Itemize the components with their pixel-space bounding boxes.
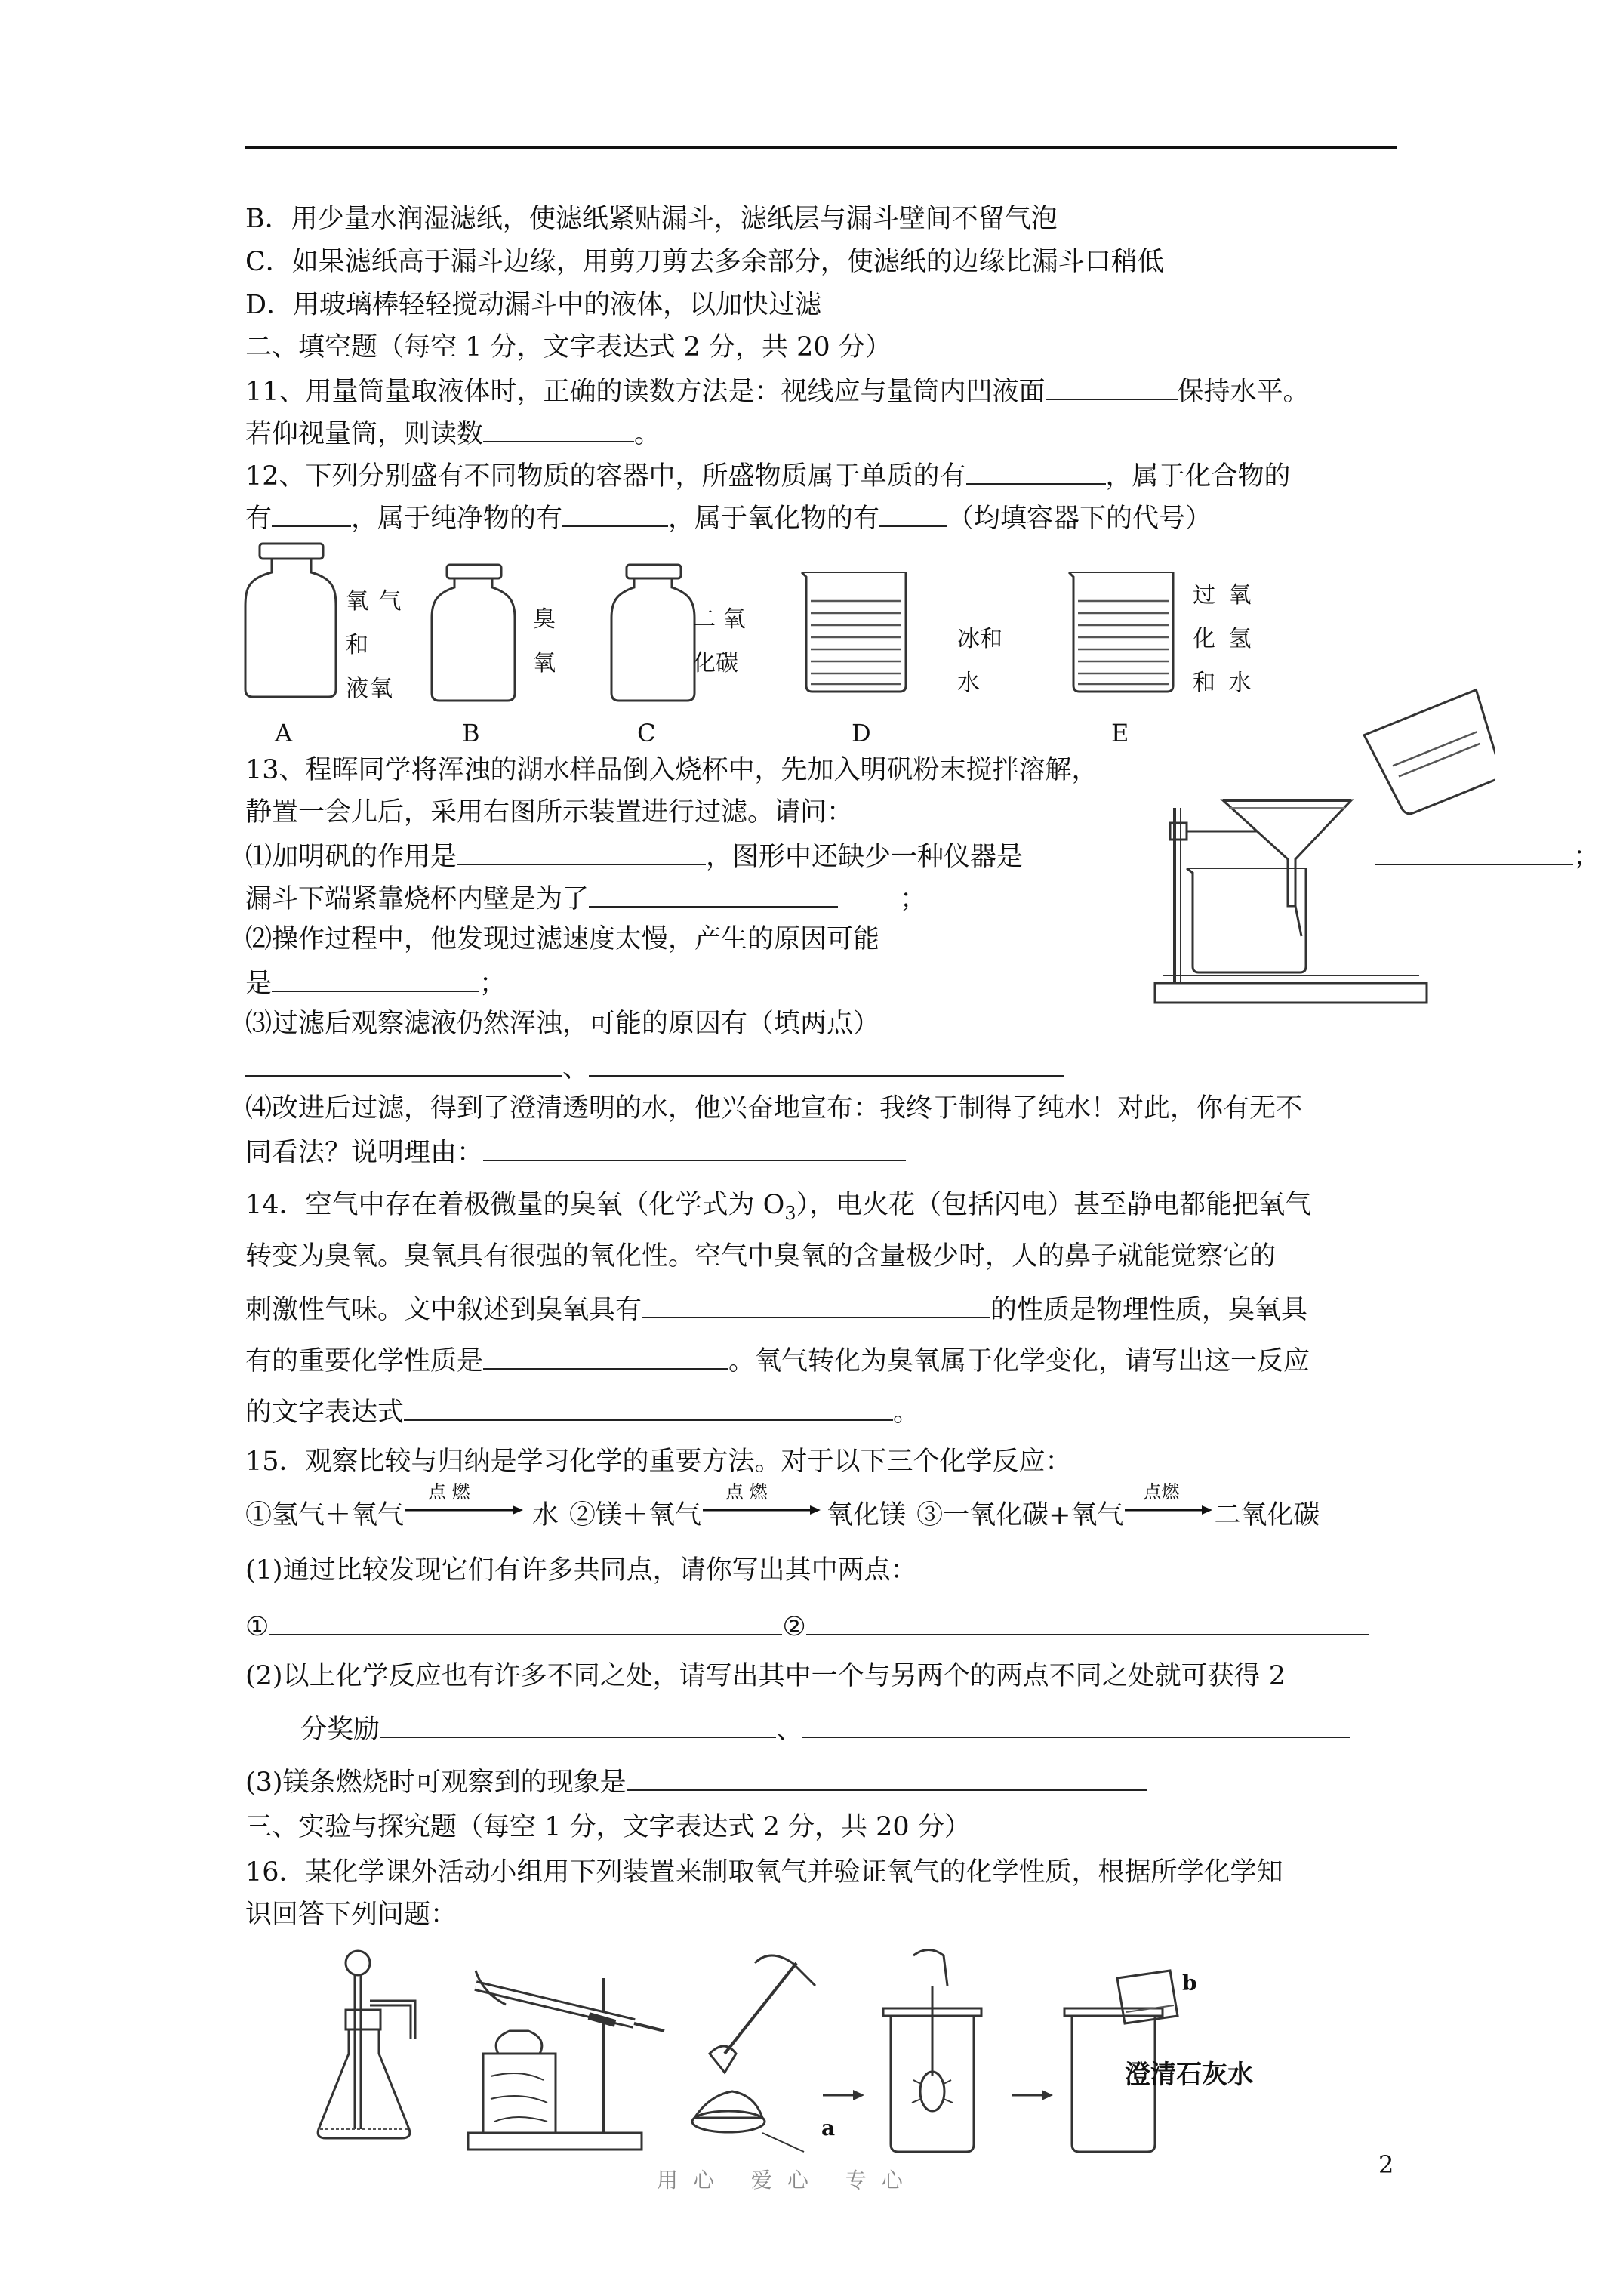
q12-text-a: 12、下列分别盛有不同物质的容器中，所盛物质属于单质的有: [245, 461, 966, 492]
beaker-e-label-2: 化 氢: [1193, 626, 1255, 652]
option-c: C．如果滤纸高于漏斗边缘，用剪刀剪去多余部分，使滤纸的边缘比漏斗口稍低: [245, 247, 1164, 277]
option-b: B．用少量水润湿滤纸，使滤纸紧贴漏斗，滤纸层与漏斗壁间不留气泡: [245, 204, 1058, 234]
q15-part1: (1)通过比较发现它们有许多共同点，请你写出其中两点：: [245, 1555, 917, 1586]
q14-line2: 转变为臭氧。臭氧具有很强的氧化性。空气中臭氧的含量极少时，人的鼻子就能觉察它的: [245, 1241, 1277, 1271]
q16-line2: 识回答下列问题：: [245, 1900, 457, 1930]
q13-part4-line2: [245, 1134, 906, 1170]
q13-part1-line1: [245, 838, 1023, 874]
q12-line1: [245, 458, 1291, 493]
bottle-b: [432, 565, 515, 701]
q13-p3-separator: 、: [562, 1053, 590, 1083]
q15-reaction-3-reactants: ③一氧化碳+氧气: [916, 1500, 1124, 1530]
q15-p2-separator: 、: [776, 1715, 803, 1745]
q15-arrow-1: [404, 1481, 525, 1524]
bottle-a-label-2: 和: [346, 632, 370, 658]
q15-blank-diff-1[interactable]: [380, 1711, 776, 1738]
bottle-b-label-1: 臭: [533, 606, 556, 633]
q15-blank-diff-2[interactable]: [802, 1711, 1350, 1738]
section-2-title: 二、填空题（每空 1 分，文字表达式 2 分，共 20 分）: [245, 332, 892, 362]
q14-text-5b: 。: [893, 1398, 920, 1428]
section-3-title: 三、实验与探究题（每空 1 分，文字表达式 2 分，共 20 分）: [245, 1812, 971, 1842]
q15-arrow-2: [701, 1481, 822, 1524]
q15-line1: 15．观察比较与归纳是学习化学的重要方法。对于以下三个化学反应：: [245, 1447, 1072, 1477]
q13-part4-line1: ⑷改进后过滤，得到了澄清透明的水，他兴奋地宣布：我终于制得了纯水！对此，你有无不: [245, 1093, 1303, 1123]
q15-part1-answers: [245, 1608, 1369, 1644]
q13-p4-text-b: 同看法？说明理由：: [245, 1138, 484, 1168]
header-rule: [245, 146, 1397, 149]
q14-line1: [245, 1188, 1311, 1230]
q15-blank-phenomenon[interactable]: [627, 1764, 1147, 1791]
bottle-a-label-3: 液氧: [346, 676, 394, 702]
q15-blank-common-1[interactable]: [269, 1608, 782, 1635]
q14-blank-equation[interactable]: [404, 1394, 893, 1421]
q14-blank-physical[interactable]: [642, 1291, 990, 1318]
q13-part2-line2: [245, 965, 506, 1000]
q14-line5: [245, 1394, 919, 1429]
q13-p1-text-e: ；: [900, 884, 927, 914]
q14-text-1: 14．空气中存在着极微量的臭氧（化学式为 O: [245, 1190, 785, 1220]
q13-blank-slow[interactable]: [272, 965, 479, 992]
q13-p1-text-d: 漏斗下端紧靠烧杯内壁是为了: [245, 884, 590, 914]
q11-blank-1[interactable]: [1046, 373, 1178, 400]
q15-common-2-label: ②: [782, 1612, 806, 1642]
q11-text-c: 若仰视量筒，则读数: [245, 419, 484, 449]
page-number: 2: [1378, 2150, 1394, 2179]
q15-blank-common-2[interactable]: [806, 1608, 1369, 1635]
q12-line2: [245, 500, 1212, 535]
beaker-d: [802, 572, 906, 692]
beaker-d-label: [957, 618, 1002, 705]
q12-blank-compound[interactable]: [272, 500, 351, 527]
code-e: E: [1111, 719, 1129, 747]
q15-reaction-1-product: 水: [532, 1500, 559, 1530]
q14-text-5a: 的文字表达式: [245, 1398, 405, 1428]
q12-text-c: 有: [245, 504, 273, 534]
q15-part2-line2: [300, 1711, 1350, 1746]
q15-p2-text-b: 分奖励: [300, 1715, 380, 1745]
bottle-c: [611, 565, 694, 701]
bottle-a-label-1: 氧 气: [346, 588, 403, 615]
q13-part3-line2: [245, 1049, 1064, 1085]
bottle-c-label-2: 化碳: [693, 650, 738, 676]
q13-p2-text-c: ；: [479, 969, 507, 999]
q14-line3: [245, 1291, 1307, 1327]
q11-text-b: 保持水平。: [1177, 377, 1310, 407]
q11-text-a: 11、用量筒量取液体时，正确的读数方法是：视线应与量筒内凹液面: [245, 377, 1046, 407]
beaker-d-label-1: 冰和: [957, 626, 1002, 652]
option-d: D．用玻璃棒轻轻搅动漏斗中的液体，以加快过滤: [245, 290, 822, 320]
q15-condition-1: 点 燃: [428, 1481, 470, 1502]
bottle-a-label: [346, 580, 403, 711]
beaker-e-label: [1193, 574, 1255, 705]
footer-watermark: 用心 爱心 专心: [657, 2168, 918, 2193]
q13-p1-text-a: ⑴加明矾的作用是: [245, 842, 457, 872]
q12-text-b: ，属于化合物的: [1105, 461, 1291, 492]
q14-text-1b: ），电火花（包括闪电）甚至静电都能把氧气: [796, 1190, 1312, 1220]
q13-blank-reason[interactable]: [483, 1134, 906, 1161]
q15-reaction-3-product: 二氧化碳: [1214, 1500, 1320, 1530]
burning-step: [692, 1955, 864, 2152]
gas-jar-1: [883, 1950, 1053, 2153]
q16-line1: 16．某化学课外活动小组用下列装置来制取氧气并验证氧气的化学性质，根据所学化学知: [245, 1857, 1283, 1888]
code-a: A: [275, 719, 293, 747]
q15-reaction-1-reactants: ①氢气＋氧气: [245, 1500, 405, 1530]
pouring-beaker: [1364, 690, 1495, 819]
q15-condition-3: 点燃: [1143, 1481, 1180, 1502]
beaker-d-label-2: 水: [957, 670, 980, 696]
label-a: a: [821, 2116, 836, 2140]
q12-blank-pure[interactable]: [562, 500, 668, 527]
beaker-e-label-1: 过 氧: [1193, 582, 1255, 609]
code-c: C: [637, 719, 656, 747]
beaker-e-label-3: 和 水: [1193, 670, 1255, 696]
q13-p1-text-b: ，图形中还缺少一种仪器是: [706, 842, 1024, 872]
heating-setup: [468, 1971, 664, 2150]
q13-blank-funnel[interactable]: [589, 880, 838, 908]
q12-blank-oxide[interactable]: [879, 500, 947, 527]
q13-p2-text-b: 是: [245, 969, 273, 999]
q14-text-4b: 。氧气转化为臭氧属于化学变化，请写出这一反应: [728, 1346, 1310, 1376]
q14-text-4a: 有的重要化学性质是: [245, 1346, 484, 1376]
beaker-e: [1069, 572, 1173, 692]
q15-p3-text: (3)镁条燃烧时可观察到的现象是: [245, 1767, 627, 1798]
q15-reactions: [245, 1481, 1320, 1532]
code-d: D: [852, 719, 871, 747]
q12-blank-element[interactable]: [966, 458, 1106, 485]
q14-text-3b: 的性质是物理性质，臭氧具: [990, 1295, 1308, 1325]
bottle-c-label-1: 二 氧: [693, 606, 746, 633]
q13-blank-reason-2[interactable]: [589, 1049, 1064, 1077]
q14-blank-chemical[interactable]: [483, 1342, 728, 1370]
q12-text-f: （均填容器下的代号）: [947, 504, 1212, 534]
q13-missing-instrument: [1375, 838, 1600, 874]
limewater-label: 澄清石灰水: [1125, 2060, 1253, 2090]
label-b: b: [1182, 1971, 1197, 1996]
q13-part3-line1: ⑶过滤后观察滤液仍然浑浊，可能的原因有（填两点）: [245, 1009, 880, 1039]
q13-intro-2: 静置一会儿后，采用右图所示装置进行过滤。请问：: [245, 797, 854, 827]
q11-blank-2[interactable]: [483, 415, 634, 442]
q15-condition-2: 点 燃: [725, 1481, 768, 1502]
bottle-a: [245, 544, 336, 697]
q13-p1-text-c: ；: [1573, 842, 1600, 872]
q15-reaction-2-reactants: ②镁＋氧气: [569, 1500, 702, 1530]
q14-line4: [245, 1342, 1310, 1378]
q11-text-d: 。: [634, 419, 661, 449]
bottle-c-label: [693, 598, 746, 686]
q15-reaction-2-product: 氧化镁: [827, 1500, 907, 1530]
q15-common-1-label: ①: [245, 1612, 269, 1642]
q12-text-e: ，属于氧化物的有: [668, 504, 880, 534]
q13-blank-instrument[interactable]: [1375, 838, 1573, 865]
q14-text-3a: 刺激性气味。文中叙述到臭氧具有: [245, 1295, 642, 1325]
q15-part2-line1: (2)以上化学反应也有许多不同之处，请写出其中一个与另两个的两点不同之处就可获得 2: [245, 1661, 1286, 1691]
q13-part2-line1: ⑵操作过程中，他发现过滤速度太慢，产生的原因可能: [245, 924, 880, 954]
q13-blank-alum[interactable]: [457, 838, 706, 865]
q14-subscript: 3: [784, 1203, 796, 1224]
q13-part1-line2: [245, 880, 926, 916]
q11-line2: [245, 415, 661, 451]
conical-flask: [318, 1951, 415, 2138]
bottle-b-label-2: 氧: [533, 650, 556, 676]
bottle-b-label: [533, 598, 556, 686]
code-b: B: [462, 719, 480, 747]
q15-part3: [245, 1764, 1147, 1799]
q13-blank-reason-1[interactable]: [245, 1049, 562, 1077]
q13-intro-1: 13、程晖同学将浑浊的湖水样品倒入烧杯中，先加入明矾粉末搅拌溶解，: [245, 755, 1098, 785]
q15-arrow-3: [1123, 1481, 1214, 1524]
q12-text-d: ，属于纯净物的有: [351, 504, 563, 534]
q11-line1: [245, 373, 1310, 408]
